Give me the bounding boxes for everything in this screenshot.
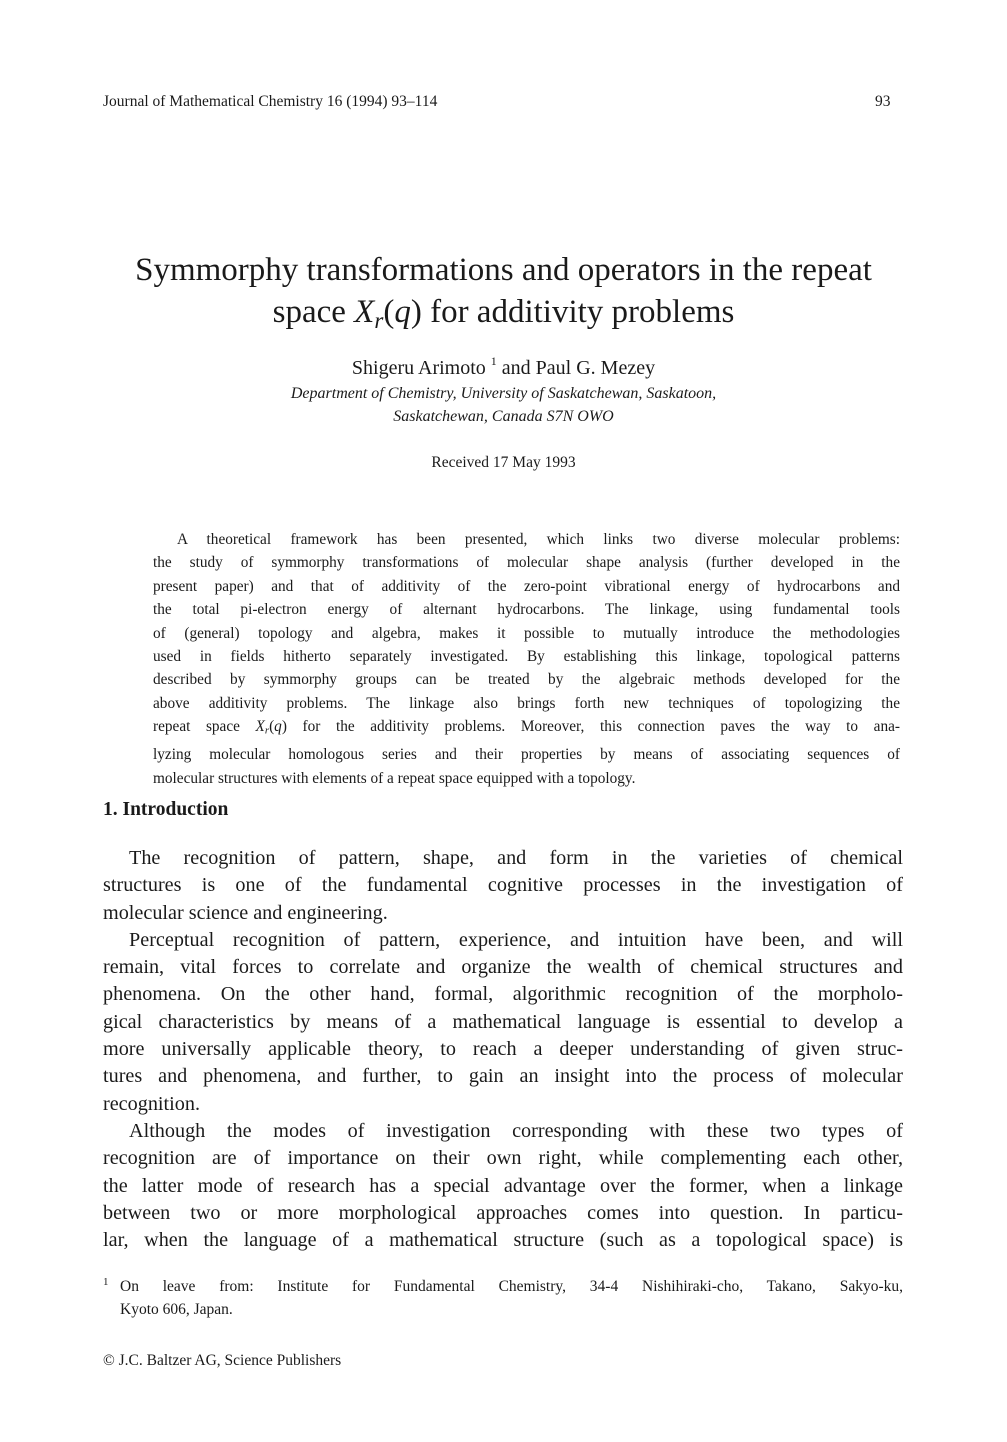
- authors: [0, 354, 1007, 380]
- abstract-line: of (general) topology and algebra, makes it possible to mutually introduce the methodologies: [153, 624, 900, 642]
- abstract-line: above additivity problems. The linkage also brings forth new techniques of topologizing the: [153, 694, 900, 712]
- page-number: 93: [875, 93, 891, 110]
- received-date: Received 17 May 1993: [431, 454, 576, 471]
- journal-header: Journal of Mathematical Chemistry 16 (1994) 93–114: [103, 93, 438, 110]
- footnote-mark: 1: [490, 354, 497, 368]
- footnote-number: 1: [103, 1276, 109, 1288]
- section-heading: 1. Introduction: [103, 799, 229, 820]
- affiliation-line-1: Department of Chemistry, University of Saskatchewan, Saskatoon,: [290, 385, 717, 402]
- body-text: [103, 845, 903, 1254]
- copyright: © J.C. Baltzer AG, Science Publishers: [103, 1352, 342, 1369]
- author-2: Paul G. Mezey: [535, 357, 656, 379]
- body-line: remain, vital forces to correlate and organize the wealth of chemical structures and: [103, 956, 903, 979]
- footnote-line: On leave from: Institute for Fundamental Chemistry, 34-4 Nishihiraki-cho, Takano, Sakyo-ku,: [120, 1278, 903, 1295]
- abstract-line: present paper) and that of additivity of the zero-point vibrational energy of hydrocarbons and: [153, 577, 900, 595]
- author-1: Shigeru Arimoto: [351, 357, 486, 379]
- abstract-line: described by symmorphy groups can be treated by the algebraic methods developed for the: [153, 671, 900, 689]
- abstract-line: the total pi-electron energy of alternant hydrocarbons. The linkage, using fundamental tools: [153, 601, 900, 619]
- body-line: tures and phenomena, and further, to gain an insight into the process of molecular: [103, 1065, 903, 1088]
- body-line: between two or more morphological approaches comes into question. In particu-: [103, 1201, 903, 1224]
- body-line: Perceptual recognition of pattern, experience, and intuition have been, and will: [129, 928, 903, 951]
- body-line: recognition.: [103, 1092, 200, 1115]
- abstract-line: lyzing molecular homologous series and their properties by means of associating sequences of: [153, 746, 900, 764]
- body-line: recognition are of importance on their own right, while complementing each other,: [103, 1147, 903, 1170]
- body-line: gical characteristics by means of a mathematical language is essential to develop a: [103, 1010, 903, 1033]
- body-line: phenomena. On the other hand, formal, algorithmic recognition of the morpholo-: [103, 983, 903, 1006]
- abstract-line: A theoretical framework has been presented, which links two diverse molecular problems:: [177, 531, 900, 548]
- body-line: lar, when the language of a mathematical structure (such as a topological space) is: [103, 1229, 903, 1252]
- footnote-line: Kyoto 606, Japan.: [120, 1301, 233, 1318]
- footnote: [103, 1275, 903, 1321]
- body-line: molecular science and engineering.: [103, 901, 388, 924]
- affiliation-line-2: Saskatchewan, Canada S7N OWO: [393, 408, 614, 425]
- body-line: The recognition of pattern, shape, and form in the varieties of chemical: [129, 847, 903, 869]
- abstract-line: used in fields hitherto separately investigated. By establishing this linkage, topological patterns: [153, 648, 900, 666]
- paper-title-line-1: Symmorphy transformations and operators in the repeat: [135, 252, 872, 288]
- abstract-line: molecular structures with elements of a repeat space equipped with a topology.: [153, 769, 636, 787]
- abstract-line: repeat space $X_r(q)$ for the additivity problems. Moreover, this connection paves the way to ana-: [153, 718, 900, 737]
- paper-title-line-2: space $X_r(q)$ for additivity problems: [272, 294, 735, 333]
- abstract-line: the study of symmorphy transformations of molecular shape analysis (further developed in the: [153, 554, 900, 572]
- author-conjunction: and: [501, 357, 531, 379]
- body-line: the latter mode of research has a special advantage over the former, when a linkage: [103, 1174, 903, 1197]
- abstract: [153, 528, 900, 790]
- body-line: more universally applicable theory, to reach a deeper understanding of given struc-: [103, 1038, 903, 1061]
- body-line: Although the modes of investigation corresponding with these two types of: [129, 1119, 903, 1142]
- body-line: structures is one of the fundamental cognitive processes in the investigation of: [103, 874, 903, 897]
